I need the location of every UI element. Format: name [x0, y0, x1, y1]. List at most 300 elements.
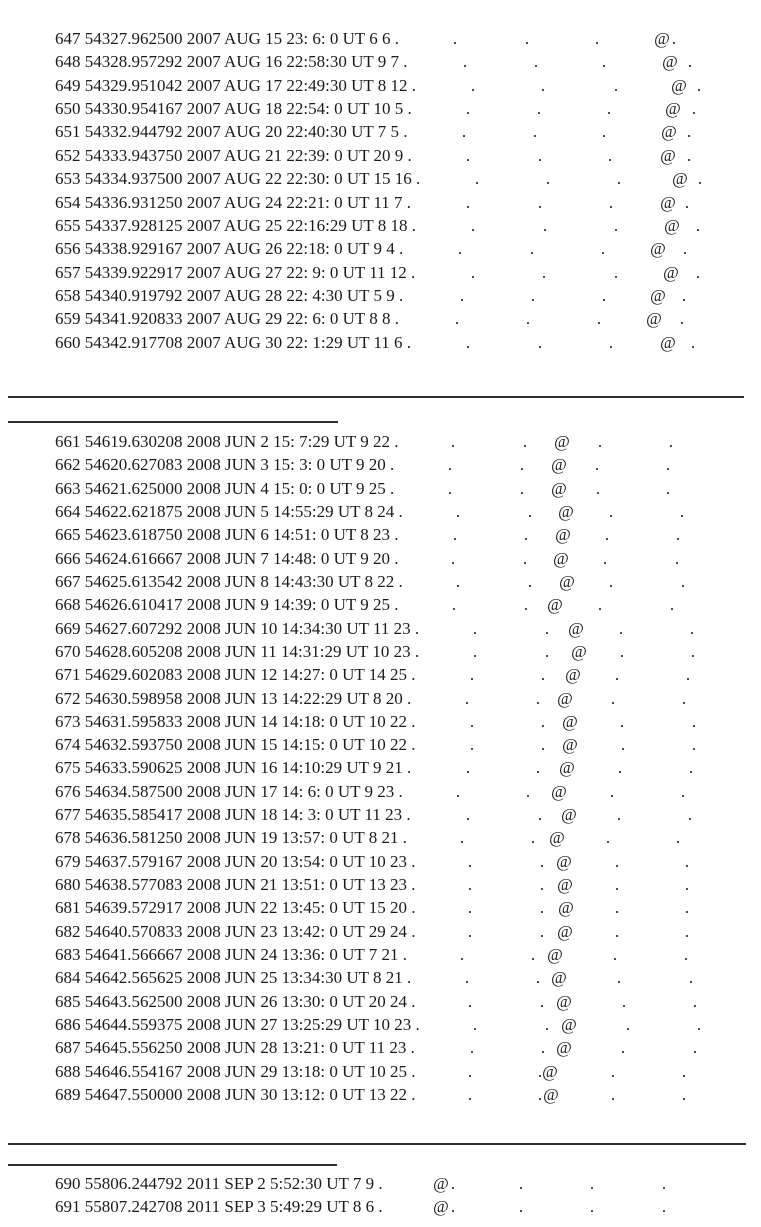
row-text: 650 54330.954167 2007 AUG 18 22:54: 0 UT 10 5 .	[55, 99, 412, 119]
scale-dot: .	[459, 828, 465, 848]
scale-dot: .	[541, 262, 547, 282]
data-point-at-marker: @	[650, 285, 666, 305]
scale-dot: .	[680, 571, 686, 591]
data-point-at-marker: @	[433, 1197, 449, 1217]
scale-dot: .	[687, 805, 693, 825]
scale-dot: .	[450, 548, 456, 568]
scale-dot: .	[537, 192, 543, 212]
row-text: 689 54647.550000 2008 JUN 30 13:12: 0 UT 13 22 .	[55, 1084, 416, 1104]
scale-dot: .	[467, 875, 473, 895]
scale-dot: .	[524, 29, 530, 48]
log-row	[0, 920, 761, 943]
row-text: 660 54342.917708 2007 AUG 30 22: 1:29 UT 11 6 .	[55, 332, 412, 352]
data-point-at-marker: @	[559, 758, 575, 778]
row-text: 652 54333.943750 2007 AUG 21 22:39: 0 UT 20 9 .	[55, 145, 412, 165]
scale-dot: .	[467, 1061, 473, 1081]
row-text: 690 55806.244792 2011 SEP 2 5:52:30 UT 7 9 .	[55, 1174, 383, 1193]
scale-dot: .	[619, 711, 625, 731]
scale-dot: .	[688, 758, 694, 778]
row-text: 688 54646.554167 2008 JUN 29 13:18: 0 UT 10 25 .	[55, 1061, 416, 1081]
row-text: 682 54640.570833 2008 JUN 23 13:42: 0 UT 29 24 .	[55, 921, 416, 941]
log-row	[0, 331, 761, 354]
scale-dot: .	[697, 169, 703, 189]
log-row	[0, 191, 761, 214]
row-text: 666 54624.616667 2008 JUN 7 14:48: 0 UT 9 20 .	[55, 548, 399, 568]
data-point-at-marker: @	[556, 1038, 572, 1058]
row-text: 680 54638.577083 2008 JUN 21 13:51: 0 UT 13 23 .	[55, 875, 416, 895]
scale-dot: .	[608, 501, 614, 521]
scale-dot: .	[467, 1084, 473, 1104]
scale-dot: .	[539, 991, 545, 1011]
scale-dot: .	[519, 478, 525, 498]
scale-dot: .	[523, 525, 529, 545]
scale-dot: .	[617, 758, 623, 778]
scale-dot: .	[675, 828, 681, 848]
data-point-at-marker: @	[672, 169, 688, 189]
scale-dot: .	[684, 875, 690, 895]
scale-dot: .	[681, 1061, 687, 1081]
scale-dot: .	[467, 921, 473, 941]
data-point-at-marker: @	[665, 99, 681, 119]
row-text: 683 54641.566667 2008 JUN 24 13:36: 0 UT 7 21 .	[55, 945, 407, 965]
log-row	[0, 307, 761, 330]
scale-dot: .	[447, 455, 453, 475]
scale-dot: .	[525, 309, 531, 329]
data-point-at-marker: @	[660, 192, 676, 212]
scale-dot: .	[681, 688, 687, 708]
scale-dot: .	[606, 99, 612, 119]
row-text: 679 54637.579167 2008 JUN 20 13:54: 0 UT 10 23 .	[55, 851, 416, 871]
data-point-at-marker: @	[547, 595, 563, 615]
scale-dot: .	[533, 52, 539, 72]
scale-dot: .	[535, 688, 541, 708]
scale-dot: .	[535, 968, 541, 988]
log-row	[0, 261, 761, 284]
log-row	[0, 966, 761, 989]
row-text: 655 54337.928125 2007 AUG 25 22:16:29 UT 8 18 .	[55, 215, 416, 235]
data-point-at-marker: @	[559, 571, 575, 591]
scale-dot: .	[454, 309, 460, 329]
row-text: 675 54633.590625 2008 JUN 16 14:10:29 UT 9 21 .	[55, 758, 412, 778]
data-point-at-marker: @	[554, 432, 570, 451]
scale-dot: .	[594, 455, 600, 475]
scale-dot: .	[688, 968, 694, 988]
scale-dot: .	[467, 991, 473, 1011]
scale-dot: .	[467, 898, 473, 918]
scale-dot: .	[452, 525, 458, 545]
scale-dot: .	[470, 262, 476, 282]
scale-dot: .	[523, 595, 529, 615]
data-point-at-marker: @	[542, 1061, 558, 1081]
scale-dot: .	[597, 432, 603, 451]
scale-dot: .	[618, 618, 624, 638]
row-text: 661 54619.630208 2008 JUN 2 15: 7:29 UT 9 22 .	[55, 432, 399, 451]
log-row	[0, 477, 761, 500]
scale-dot: .	[539, 898, 545, 918]
scale-dot: .	[540, 1038, 546, 1058]
scale-dot: .	[601, 52, 607, 72]
scale-dot: .	[690, 332, 696, 352]
scale-dot: .	[539, 851, 545, 871]
log-row	[0, 74, 761, 97]
section-divider-rule-long	[8, 1143, 746, 1145]
row-text: 681 54639.572917 2008 JUN 22 13:45: 0 UT 15 20 .	[55, 898, 416, 918]
scale-dot: .	[455, 501, 461, 521]
row-text: 687 54645.556250 2008 JUN 28 13:21: 0 UT 11 23 .	[55, 1038, 415, 1058]
scale-dot: .	[537, 145, 543, 165]
scale-dot: .	[669, 595, 675, 615]
row-text: 667 54625.613542 2008 JUN 8 14:43:30 UT 8 22 .	[55, 571, 403, 591]
scale-dot: .	[518, 1197, 524, 1217]
scale-dot: .	[594, 29, 600, 48]
scale-dot: .	[464, 968, 470, 988]
scale-dot: .	[535, 758, 541, 778]
scale-dot: .	[457, 239, 463, 259]
data-point-at-marker: @	[433, 1174, 449, 1193]
log-row	[0, 1195, 761, 1218]
log-row	[0, 780, 761, 803]
scale-dot: .	[450, 1197, 456, 1217]
scale-dot: .	[680, 781, 686, 801]
scale-dot: .	[537, 332, 543, 352]
data-point-at-marker: @	[556, 991, 572, 1011]
scale-dot: .	[691, 99, 697, 119]
row-text: 691 55807.242708 2011 SEP 3 5:49:29 UT 8 6 .	[55, 1197, 383, 1217]
row-text: 671 54629.602083 2008 JUN 12 14:27: 0 UT 14 25 .	[55, 665, 416, 685]
scale-dot: .	[614, 898, 620, 918]
scale-dot: .	[692, 991, 698, 1011]
scale-dot: .	[539, 921, 545, 941]
data-point-at-marker: @	[551, 968, 567, 988]
log-row	[0, 617, 761, 640]
scale-dot: .	[450, 1174, 456, 1193]
scale-dot: .	[525, 781, 531, 801]
scale-dot: .	[529, 239, 535, 259]
scale-dot: .	[522, 432, 528, 451]
scale-dot: .	[522, 548, 528, 568]
scale-dot: .	[616, 968, 622, 988]
scale-dot: .	[474, 169, 480, 189]
log-row	[0, 500, 761, 523]
scale-dot: .	[687, 52, 693, 72]
log-row	[0, 896, 761, 919]
scale-dot: .	[469, 665, 475, 685]
scale-dot: .	[613, 262, 619, 282]
log-row	[0, 144, 761, 167]
scale-dot: .	[691, 711, 697, 731]
scale-dot: .	[613, 215, 619, 235]
scale-dot: .	[679, 501, 685, 521]
scale-dot: .	[465, 145, 471, 165]
row-text: 656 54338.929167 2007 AUG 26 22:18: 0 UT 9 4 .	[55, 239, 404, 259]
data-point-at-marker: @	[551, 455, 567, 475]
scale-dot: .	[681, 285, 687, 305]
scale-dot: .	[607, 145, 613, 165]
section-divider-rule-short	[8, 1164, 337, 1166]
data-point-at-marker: @	[650, 239, 666, 259]
scale-dot: .	[540, 75, 546, 95]
log-row	[0, 284, 761, 307]
scale-dot: .	[527, 571, 533, 591]
row-text: 658 54340.919792 2007 AUG 28 22: 4:30 UT 5 9 .	[55, 285, 404, 305]
scale-dot: .	[459, 285, 465, 305]
data-point-at-marker: @	[671, 75, 687, 95]
scale-dot: .	[683, 945, 689, 965]
scale-dot: .	[461, 122, 467, 142]
scale-dot: .	[540, 665, 546, 685]
scale-dot: .	[465, 192, 471, 212]
data-point-at-marker: @	[558, 501, 574, 521]
log-row	[0, 1083, 761, 1106]
scale-dot: .	[689, 618, 695, 638]
scale-dot: .	[682, 239, 688, 259]
row-text: 649 54329.951042 2007 AUG 17 22:49:30 UT 8 12 .	[55, 75, 416, 95]
scale-dot: .	[470, 75, 476, 95]
scale-dot: .	[542, 215, 548, 235]
scale-dot: .	[527, 501, 533, 521]
row-text: 654 54336.931250 2007 AUG 24 22:21: 0 UT 11 7 .	[55, 192, 412, 212]
scale-dot: .	[532, 122, 538, 142]
section-divider-rule-short	[8, 421, 338, 423]
scale-dot: .	[539, 875, 545, 895]
data-point-at-marker: @	[557, 921, 573, 941]
scale-dot: .	[681, 1084, 687, 1104]
scale-dot: .	[589, 1174, 595, 1193]
row-text: 665 54623.618750 2008 JUN 6 14:51: 0 UT 8 23 .	[55, 525, 399, 545]
log-row	[0, 214, 761, 237]
scale-dot: .	[684, 192, 690, 212]
row-text: 659 54341.920833 2007 AUG 29 22: 6: 0 UT 8 8 .	[55, 309, 399, 329]
log-row	[0, 167, 761, 190]
scale-dot: .	[619, 641, 625, 661]
scale-dot: .	[462, 52, 468, 72]
scale-dot: .	[455, 571, 461, 591]
scale-dot: .	[608, 332, 614, 352]
scale-dot: .	[621, 991, 627, 1011]
scale-dot: .	[596, 309, 602, 329]
scale-dot: .	[685, 665, 691, 685]
scale-dot: .	[451, 595, 457, 615]
scale-dot: .	[465, 758, 471, 778]
scale-dot: .	[686, 145, 692, 165]
scale-dot: .	[469, 735, 475, 755]
row-text: 651 54332.944792 2007 AUG 20 22:40:30 UT 7 5 .	[55, 122, 408, 142]
row-text: 672 54630.598958 2008 JUN 13 14:22:29 UT 8 20 .	[55, 688, 412, 708]
data-point-at-marker: @	[660, 332, 676, 352]
scale-dot: .	[600, 239, 606, 259]
row-text: 676 54634.587500 2008 JUN 17 14: 6: 0 UT 9 23 .	[55, 781, 403, 801]
scale-dot: .	[472, 1015, 478, 1034]
data-point-at-marker: @	[660, 145, 676, 165]
row-text: 662 54620.627083 2008 JUN 3 15: 3: 0 UT 9 20 .	[55, 455, 395, 475]
data-point-at-marker: @	[562, 711, 578, 731]
data-point-at-marker: @	[561, 805, 577, 825]
scale-dot: .	[661, 1197, 667, 1217]
scale-dot: .	[459, 945, 465, 965]
scale-dot: .	[540, 735, 546, 755]
data-point-at-marker: @	[553, 548, 569, 568]
scale-dot: .	[612, 945, 618, 965]
scale-dot: .	[544, 618, 550, 638]
data-point-at-marker: @	[565, 665, 581, 685]
data-point-at-marker: @	[568, 618, 584, 638]
row-text: 678 54636.581250 2008 JUN 19 13:57: 0 UT 8 21 .	[55, 828, 407, 848]
scale-dot: .	[674, 548, 680, 568]
log-row	[0, 1060, 761, 1083]
scale-dot: .	[690, 641, 696, 661]
log-row	[0, 50, 761, 73]
log-row	[0, 97, 761, 120]
scale-dot: .	[536, 99, 542, 119]
row-text: 685 54643.562500 2008 JUN 26 13:30: 0 UT 20 24 .	[55, 991, 416, 1011]
log-row	[0, 570, 761, 593]
scale-dot: .	[610, 1084, 616, 1104]
row-text: 647 54327.962500 2007 AUG 15 23: 6: 0 UT 6 6 .	[55, 29, 399, 48]
scale-dot: .	[605, 828, 611, 848]
log-row	[0, 430, 761, 453]
row-text: 673 54631.595833 2008 JUN 14 14:18: 0 UT 10 22 .	[55, 711, 416, 731]
scale-dot: .	[608, 192, 614, 212]
scale-dot: .	[469, 1038, 475, 1058]
scale-dot: .	[684, 898, 690, 918]
scale-dot: .	[614, 851, 620, 871]
scale-dot: .	[465, 332, 471, 352]
data-point-at-marker: @	[549, 828, 565, 848]
log-row	[0, 803, 761, 826]
scale-dot: .	[620, 735, 626, 755]
scale-dot: .	[465, 99, 471, 119]
scale-dot: .	[602, 548, 608, 568]
data-point-at-marker: @	[662, 52, 678, 72]
row-text: 664 54622.621875 2008 JUN 5 14:55:29 UT 8 24 .	[55, 501, 403, 521]
scale-dot: .	[472, 618, 478, 638]
scale-dot: .	[589, 1197, 595, 1217]
scale-dot: .	[595, 478, 601, 498]
log-row	[0, 523, 761, 546]
scale-dot: .	[695, 215, 701, 235]
data-point-at-marker: @	[551, 781, 567, 801]
scale-dot: .	[545, 169, 551, 189]
log-row	[0, 547, 761, 570]
scale-dot: .	[472, 641, 478, 661]
row-text: 653 54334.937500 2007 AUG 22 22:30: 0 UT 15 16 .	[55, 169, 421, 189]
log-row	[0, 1172, 761, 1195]
section-divider-rule-long	[8, 396, 744, 398]
data-point-at-marker: @	[556, 851, 572, 871]
scale-dot: .	[519, 455, 525, 475]
scale-dot: .	[530, 945, 536, 965]
scale-dot: .	[609, 781, 615, 801]
scale-dot: .	[530, 828, 536, 848]
row-text: 669 54627.607292 2008 JUN 10 14:34:30 UT 11 23 .	[55, 618, 420, 638]
log-row	[0, 593, 761, 616]
scale-dot: .	[665, 478, 671, 498]
log-row	[0, 27, 761, 50]
data-point-at-marker: @	[661, 122, 677, 142]
scale-dot: .	[614, 921, 620, 941]
log-row	[0, 640, 761, 663]
log-row	[0, 120, 761, 143]
data-point-at-marker: @	[663, 262, 679, 282]
log-row	[0, 687, 761, 710]
scale-dot: .	[608, 571, 614, 591]
log-row	[0, 873, 761, 896]
data-point-at-marker: @	[543, 1084, 559, 1104]
scale-dot: .	[661, 1174, 667, 1193]
data-point-at-marker: @	[547, 945, 563, 965]
log-row	[0, 710, 761, 733]
scale-dot: .	[620, 1038, 626, 1058]
scale-dot: .	[610, 688, 616, 708]
scale-dot: .	[679, 309, 685, 329]
log-row	[0, 733, 761, 756]
log-row	[0, 453, 761, 476]
scale-dot: .	[665, 455, 671, 475]
scale-dot: .	[614, 875, 620, 895]
data-point-at-marker: @	[654, 29, 670, 48]
data-point-at-marker: @	[555, 525, 571, 545]
scale-dot: .	[691, 735, 697, 755]
data-point-at-marker: @	[562, 735, 578, 755]
scale-dot: .	[696, 75, 702, 95]
scale-dot: .	[696, 1015, 702, 1034]
row-text: 657 54339.922917 2007 AUG 27 22: 9: 0 UT 11 12 .	[55, 262, 416, 282]
scale-dot: .	[470, 215, 476, 235]
row-text: 648 54328.957292 2007 AUG 16 22:58:30 UT 9 7 .	[55, 52, 408, 72]
scale-dot: .	[675, 525, 681, 545]
scale-dot: .	[684, 921, 690, 941]
scale-dot: .	[695, 262, 701, 282]
row-text: 674 54632.593750 2008 JUN 15 14:15: 0 UT 10 22 .	[55, 735, 416, 755]
data-point-at-marker: @	[571, 641, 587, 661]
log-row	[0, 756, 761, 779]
scale-dot: .	[610, 1061, 616, 1081]
scale-dot: .	[469, 711, 475, 731]
row-text: 684 54642.565625 2008 JUN 25 13:34:30 UT 8 21 .	[55, 968, 412, 988]
data-point-at-marker: @	[557, 875, 573, 895]
scale-dot: .	[692, 1038, 698, 1058]
scale-dot: .	[616, 169, 622, 189]
log-row	[0, 1036, 761, 1059]
scale-dot: .	[686, 122, 692, 142]
scale-dot: .	[671, 29, 677, 48]
scale-dot: .	[452, 29, 458, 48]
log-row	[0, 663, 761, 686]
scale-dot: .	[530, 285, 536, 305]
row-text: 677 54635.585417 2008 JUN 18 14: 3: 0 UT 11 23 .	[55, 805, 411, 825]
scale-dot: .	[465, 805, 471, 825]
data-point-at-marker: @	[646, 309, 662, 329]
log-row	[0, 990, 761, 1013]
data-point-at-marker: @	[664, 215, 680, 235]
scale-dot: .	[601, 285, 607, 305]
scale-dot: .	[540, 711, 546, 731]
scale-dot: .	[537, 805, 543, 825]
scale-dot: .	[537, 1084, 543, 1104]
row-text: 686 54644.559375 2008 JUN 27 13:25:29 UT 10 23 .	[55, 1015, 420, 1034]
scale-dot: .	[684, 851, 690, 871]
scale-dot: .	[613, 75, 619, 95]
scale-dot: .	[604, 525, 610, 545]
log-row	[0, 237, 761, 260]
log-row	[0, 1013, 761, 1036]
row-text: 670 54628.605208 2008 JUN 11 14:31:29 UT 10 23 .	[55, 641, 420, 661]
scale-dot: .	[537, 1061, 543, 1081]
scale-dot: .	[455, 781, 461, 801]
scale-dot: .	[450, 432, 456, 451]
scale-dot: .	[447, 478, 453, 498]
row-text: 663 54621.625000 2008 JUN 4 15: 0: 0 UT 9 25 .	[55, 478, 395, 498]
